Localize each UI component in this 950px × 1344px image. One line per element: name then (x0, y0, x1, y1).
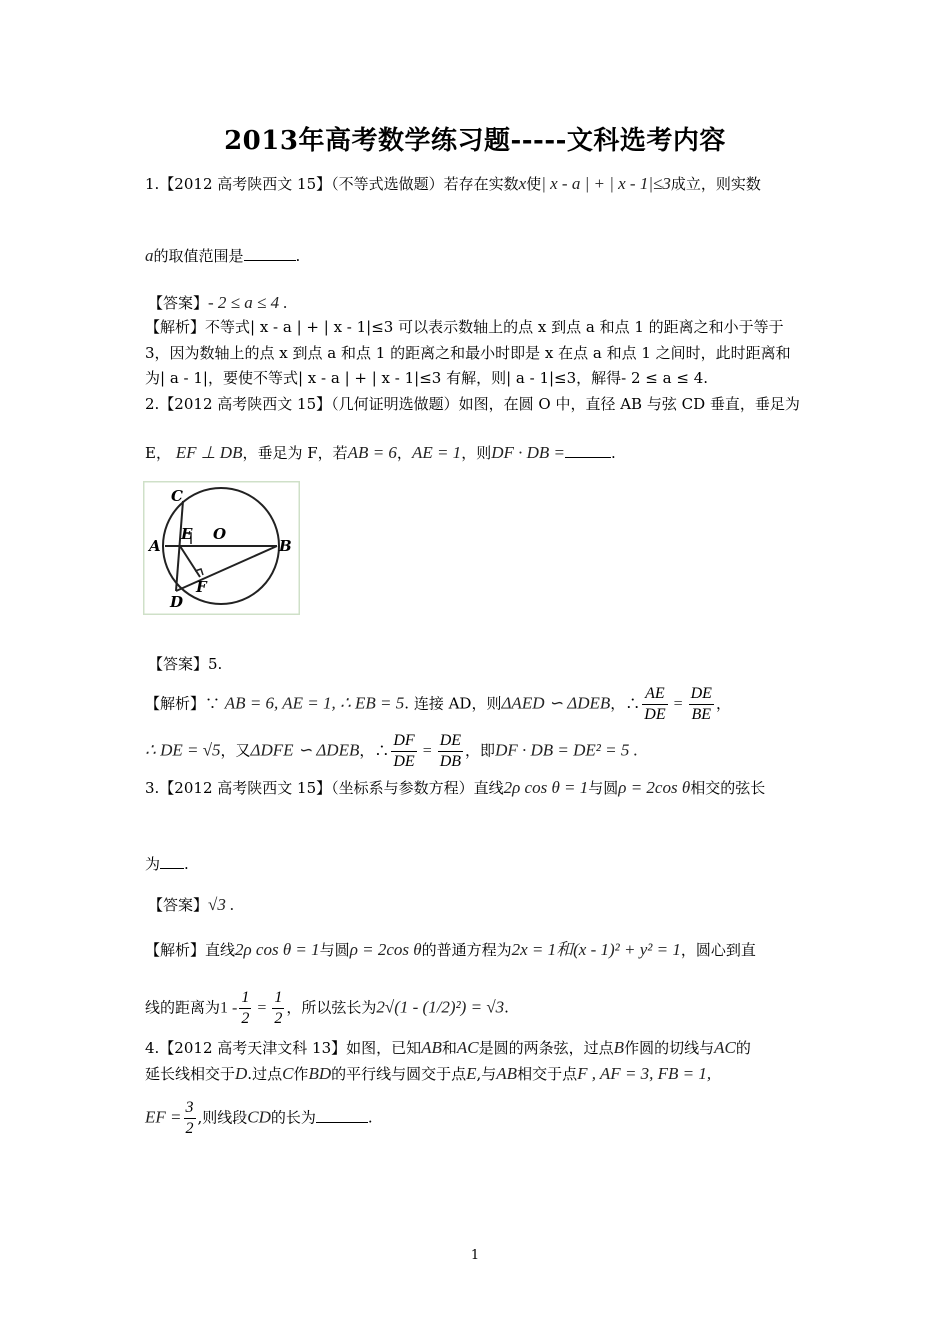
figure-frame (143, 481, 300, 615)
q1-inequality: | x - a | + | x - 1|≤3 (541, 174, 671, 193)
answer-blank (316, 1108, 368, 1123)
q2-answer: 【答案】5. (148, 655, 223, 673)
label-f: F (196, 578, 207, 596)
q3-line1: 3.【2012 高考陕西文 15】（坐标系与参数方程）直线2ρ cos θ = 1与圆ρ = 2cos θ相交的弦长 (145, 778, 766, 797)
q1-line2: a的取值范围是 . (145, 246, 301, 265)
q1-explanation-3: 为| a - 1|，要使不等式| x - a | + | x - 1|≤3 有解，则| a - 1|≤3，解得- 2 ≤ a ≤ 4. (145, 369, 709, 387)
label-c: C (171, 487, 183, 505)
q3-line2: 为 . (145, 855, 189, 873)
q3-explanation-1: 【解析】直线2ρ cos θ = 1与圆ρ = 2cos θ的普通方程为2x = 1和(x - 1)² + y² = 1，圆心到直 (145, 940, 756, 959)
q1-line1: 1.【2012 高考陕西文 15】（不等式选做题）若存在实数x使| x - a | + | x - 1|≤3成立，则实数 (145, 174, 761, 193)
answer-blank (244, 246, 296, 261)
q4-line3: EF = $\frac{3}{2}$ ,则线段CD的长为 . (145, 1099, 373, 1137)
q1-var-x: x (518, 174, 527, 193)
page-number: 1 (470, 1248, 480, 1263)
q3-answer: 【答案】√3 . (148, 895, 235, 914)
q1-explanation-1: 【解析】不等式| x - a | + | x - 1|≤3 可以表示数轴上的点 x 到点 a 和点 1 的距离之和小于等于 (145, 318, 784, 336)
q2-explanation-1: 【解析】∵ AB = 6, AE = 1, ∴ EB = 5. 连接 AD，则ΔAED ∽ ΔDEB，∴ $\frac{AE}{DE}$ = $\frac{DE}{BE}$ ， (145, 685, 731, 723)
q1-answer: 【答案】- 2 ≤ a ≤ 4 . (148, 293, 288, 312)
q2-line2: E， EF ⊥ DB，垂足为 F，若AB = 6，AE = 1，则DF · DB = . (145, 443, 616, 462)
label-b: B (279, 537, 292, 555)
q1-explanation-2: 3，因为数轴上的点 x 到点 a 和点 1 的距离之和最小时即是 x 在点 a 和点 1 之间时，此时距离和 (145, 344, 791, 362)
q4-line1: 4.【2012 高考天津文科 13】如图，已知AB和AC是圆的两条弦，过点B作圆的切线与AC的 (145, 1038, 751, 1057)
answer-blank (565, 443, 611, 458)
q4-line2: 延长线相交于D.过点C作BD的平行线与圆交于点E,与AB相交于点F , AF = 3, FB = 1, (145, 1064, 712, 1083)
q2-explanation-2: ∴ DE = √5，又ΔDFE ∽ ΔDEB，∴ $\frac{DF}{DE}$ = $\frac{DE}{DB}$ ，即DF · DB = DE² = 5 . (145, 732, 638, 770)
page-title: 2013年高考数学练习题-----文科选考内容 (224, 126, 726, 156)
label-d: D (170, 593, 184, 611)
label-e: E (181, 525, 193, 543)
label-o: O (213, 525, 227, 543)
label-a: A (149, 537, 161, 555)
circle-figure (143, 481, 300, 615)
answer-blank (160, 854, 184, 869)
q2-line1: 2.【2012 高考陕西文 15】（几何证明选做题）如图，在圆 O 中，直径 AB 与弦 CD 垂直，垂足为 (145, 395, 800, 413)
q3-explanation-2: 线的距离为1 - $\frac{1}{2}$ = $\frac{1}{2}$ ，所以弦长为2√(1 - (1/2)²) = √3. (145, 989, 509, 1027)
